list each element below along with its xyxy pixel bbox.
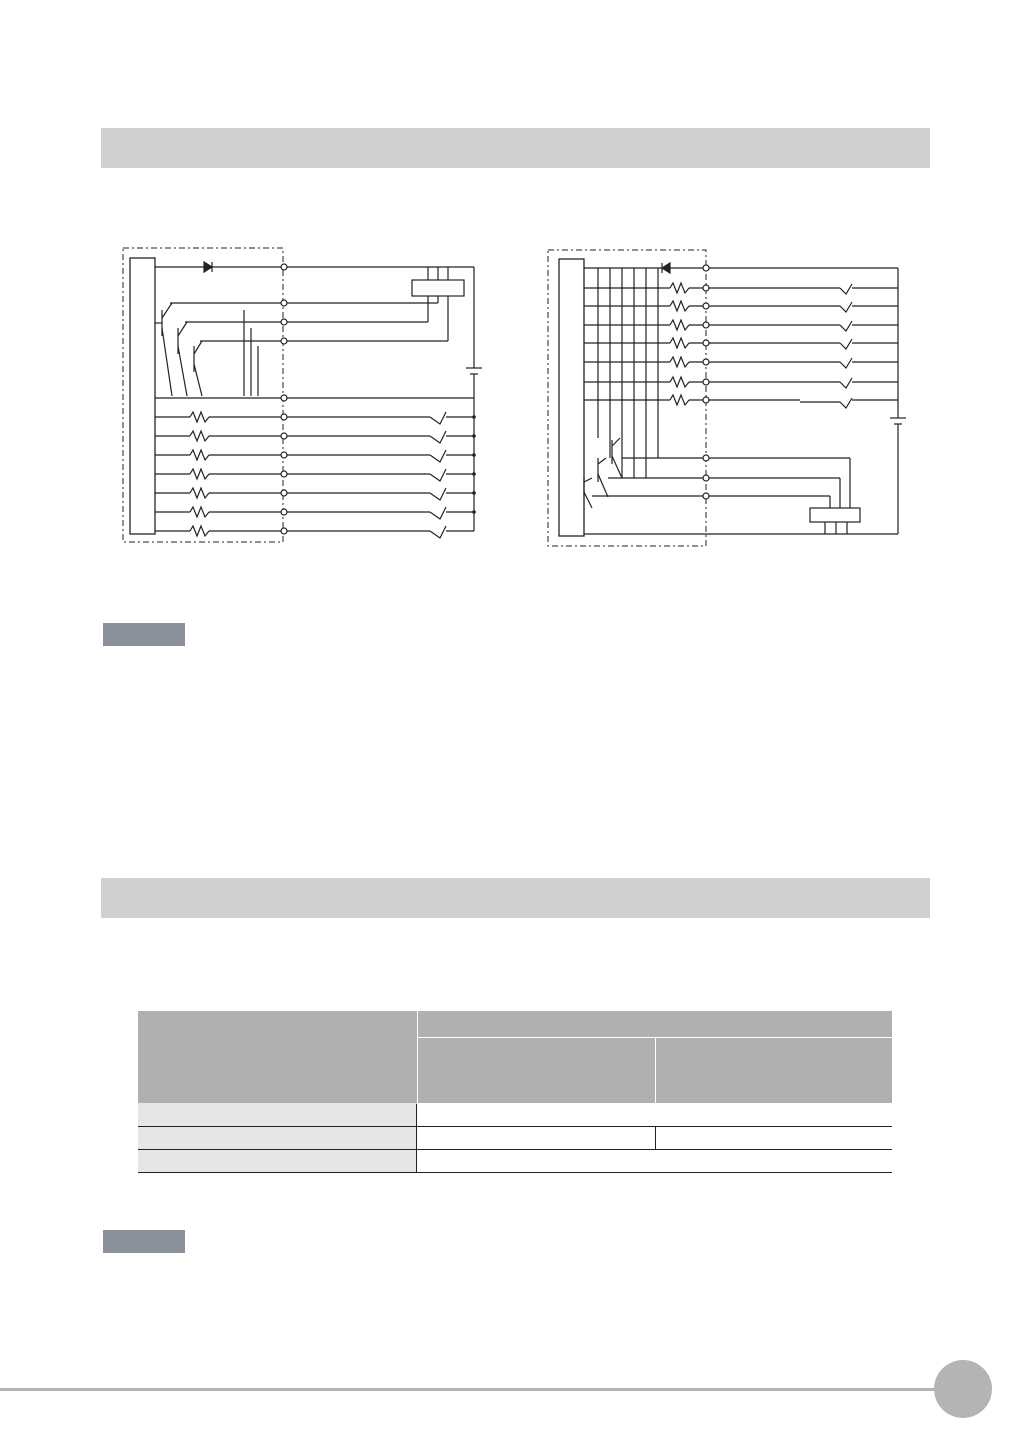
table-header-item	[138, 1011, 417, 1103]
table-row	[138, 1103, 892, 1126]
page-number-badge	[934, 1360, 992, 1418]
table-header-sub-1	[417, 1037, 655, 1103]
table-row-label	[138, 1149, 417, 1172]
table-row-label	[138, 1126, 417, 1149]
section-header-bar-2	[101, 878, 930, 918]
note-badge-2	[103, 1230, 185, 1253]
table-cell	[655, 1126, 892, 1149]
section-header-bar-1	[101, 128, 930, 168]
wiring-diagram-right	[540, 242, 910, 552]
table-header-group	[417, 1011, 892, 1037]
footer-rule	[0, 1388, 945, 1391]
spec-table	[138, 1011, 892, 1173]
table-cell	[417, 1103, 892, 1126]
table-column-divider	[416, 1104, 417, 1173]
table-row-label	[138, 1103, 417, 1126]
table-cell	[417, 1149, 892, 1172]
table-row	[138, 1126, 892, 1149]
table-row	[138, 1149, 892, 1172]
table-header-sub-2	[655, 1037, 892, 1103]
table-cell	[417, 1126, 655, 1149]
wiring-diagram-left	[110, 240, 490, 550]
note-badge-1	[103, 623, 185, 646]
